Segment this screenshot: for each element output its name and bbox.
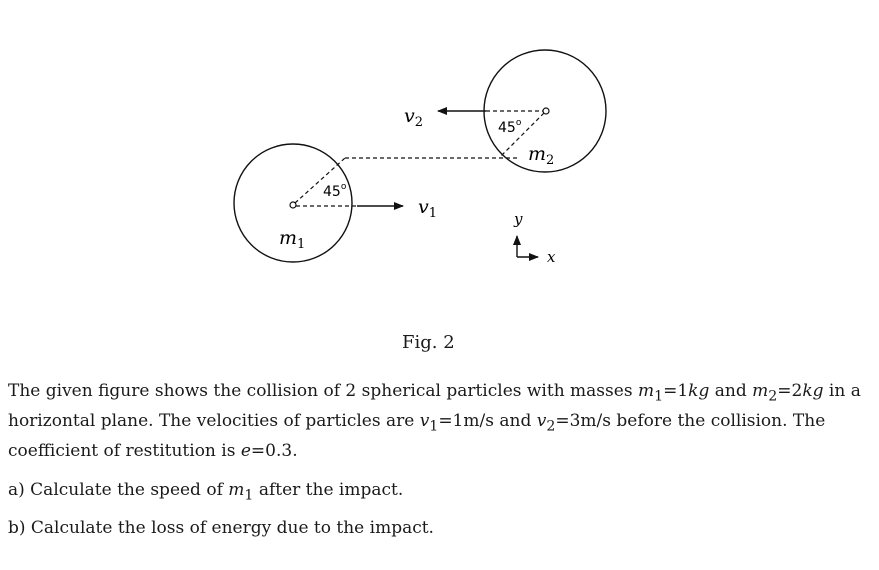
question-b: b) Calculate the loss of energy due to the impact. xyxy=(8,518,434,538)
question-a: a) Calculate the speed of $m_1$ after the impact. xyxy=(8,480,404,504)
angle1-label: 45$^o$ xyxy=(323,182,347,200)
axis-x-label: x xyxy=(547,248,556,266)
problem-statement: The given figure shows the collision of 2 spherical particles with masses $m_1=1kg$ and $m_2=2kg$ in a horizontal plane. The velocities of particles are $v_1=1m/s$ and $v_2=3m/s$ before the collision. The coefficient of restitution is e=0.3. xyxy=(8,381,861,461)
v2-label: $v_2$ xyxy=(404,105,424,130)
angle2-label: 45$^o$ xyxy=(498,118,522,136)
figure-caption: Fig. 2 xyxy=(402,332,455,353)
axis-y-label: y xyxy=(514,210,523,228)
m1-label: $m_1$ xyxy=(279,227,306,252)
m2-label: $m_2$ xyxy=(528,143,555,168)
v1-label: $v_1$ xyxy=(418,196,438,221)
